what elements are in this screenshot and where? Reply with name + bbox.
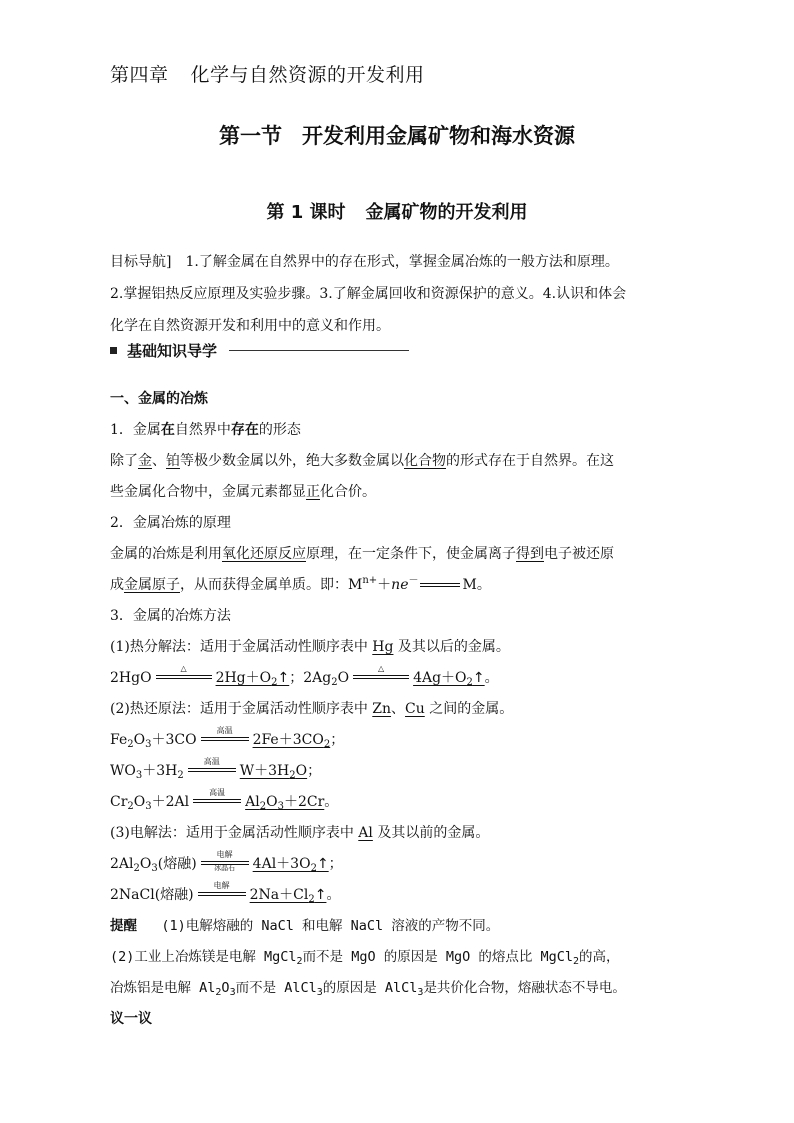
remark-tag: 提醒 bbox=[110, 918, 137, 934]
item1-paragraph-line-2: 些金属化合物中，金属元素都显正化合价。 bbox=[110, 484, 376, 500]
item1-paragraph-line-1: 除了金、铂等极少数金属以外，绝大多数金属以化合物的形式存在于自然界。在这 bbox=[110, 453, 614, 469]
square-bullet-icon bbox=[110, 347, 117, 354]
lesson-title: 金属矿物的开发利用 bbox=[365, 202, 528, 223]
banner-title: 基础知识导学 bbox=[127, 342, 218, 360]
equation-6: 2NaCl(熔融) 电解 $2Na+Cl_2↑$。 bbox=[110, 881, 341, 905]
reaction-condition: 高温 bbox=[201, 727, 249, 749]
part-heading: 一、金属的冶炼 bbox=[110, 391, 208, 407]
gas-up-arrow-icon: ↑ bbox=[316, 856, 329, 872]
equation-3: $WO_3+3H_2$ 高温 $W+3H_2O$； bbox=[110, 757, 322, 781]
item1-title: 1．金属在自然界中存在的形态 bbox=[110, 422, 301, 438]
equation-1: 2HgO △ $2Hg+O_2↑$；$2Ag_2O$ △ $4Ag+O_2↑$。 bbox=[110, 664, 499, 688]
learning-goals bbox=[110, 246, 688, 342]
equals-sign bbox=[420, 583, 460, 587]
chapter-label: 第四章 bbox=[110, 64, 169, 86]
section-banner bbox=[110, 340, 409, 361]
gas-up-arrow-icon: ↑ bbox=[277, 670, 290, 686]
goals-line-3: 化学在自然资源开发和利用中的意义和作用。 bbox=[110, 318, 390, 334]
fill-blank-compound: 化合物 bbox=[404, 453, 446, 469]
item2-title: 2．金属冶炼的原理 bbox=[110, 515, 231, 531]
equation-5: $2Al_2O_3$(熔融) 电解 冰晶石 $4Al+3O_2↑$； bbox=[110, 850, 343, 874]
item2-paragraph-line-1: 金属的冶炼是利用氧化还原反应原理，在一定条件下，使金属离子得到电子被还原 bbox=[110, 546, 614, 562]
fill-blank-platinum: 铂 bbox=[166, 453, 180, 469]
discuss-heading: 议一议 bbox=[110, 1011, 152, 1027]
goals-line-2: 2.掌握铝热反应原理及实验步骤。3.了解金属回收和资源保护的意义。4.认识和体会 bbox=[110, 286, 627, 302]
fill-blank-metal-atom: 金属原子 bbox=[124, 577, 180, 593]
reaction-condition: 高温 bbox=[188, 758, 236, 780]
remark-line-3: 冶炼铝是电解 $Al_2O_3$而不是 AlCl$_3$的原因是 AlCl$_3$是共价化合物，熔融状态不导电。 bbox=[110, 980, 626, 998]
gas-up-arrow-icon: ↑ bbox=[314, 887, 327, 903]
lesson-label: 第 1 课时 bbox=[266, 202, 346, 223]
fill-blank-redox: 氧化还原反应 bbox=[222, 546, 306, 562]
equation-2: $Fe_2O_3+3CO$ 高温 $2Fe+3CO_2$； bbox=[110, 726, 345, 750]
banner-rule bbox=[229, 350, 409, 351]
equation-4: $Cr_2O_3+2Al$ 高温 $Al_2O_3+2Cr$。 bbox=[110, 788, 339, 812]
method1-desc: (1)热分解法：适用于金属活动性顺序表中 Hg 及其以后的金属。 bbox=[110, 639, 510, 655]
fill-blank-gold: 金 bbox=[138, 453, 152, 469]
chapter-heading bbox=[110, 60, 425, 87]
item2-paragraph-line-2: 成金属原子，从而获得金属单质。即：$M^{n+}+ne^-$ M。 bbox=[110, 575, 491, 593]
reaction-condition: 高温 bbox=[193, 789, 241, 811]
remark-line-1: 提醒 (1)电解熔融的 NaCl 和电解 NaCl 溶液的产物不同。 bbox=[110, 918, 500, 934]
gas-up-arrow-icon: ↑ bbox=[472, 670, 485, 686]
goals-tag: 目标导航] bbox=[110, 254, 172, 270]
chapter-title: 化学与自然资源的开发利用 bbox=[190, 64, 425, 86]
reaction-condition: 电解 bbox=[198, 882, 246, 904]
section-heading bbox=[0, 120, 794, 150]
main-content bbox=[110, 384, 690, 1035]
reaction-condition: △ bbox=[353, 665, 409, 687]
method2-desc: (2)热还原法：适用于金属活动性顺序表中 Zn、Cu 之间的金属。 bbox=[110, 701, 514, 717]
item3-title: 3．金属的冶炼方法 bbox=[110, 608, 231, 624]
fill-blank-positive: 正 bbox=[306, 484, 320, 500]
goals-line-1: 目标导航] 1.了解金属在自然界中的存在形式，掌握金属冶炼的一般方法和原理。 bbox=[110, 254, 619, 270]
section-title: 开发利用金属矿物和海水资源 bbox=[302, 124, 575, 148]
reaction-condition: 电解 冰晶石 bbox=[201, 851, 249, 873]
remark-line-2: (2)工业上冶炼镁是电解 MgCl$_2$而不是 MgO 的原因是 MgO 的熔点比 MgCl$_2$的高， bbox=[110, 949, 620, 967]
method3-desc: (3)电解法：适用于金属活动性顺序表中 Al 及其以前的金属。 bbox=[110, 825, 490, 841]
reaction-condition: △ bbox=[156, 665, 212, 687]
section-label: 第一节 bbox=[219, 124, 282, 148]
lesson-heading bbox=[0, 198, 794, 224]
fill-blank-gain: 得到 bbox=[516, 546, 544, 562]
